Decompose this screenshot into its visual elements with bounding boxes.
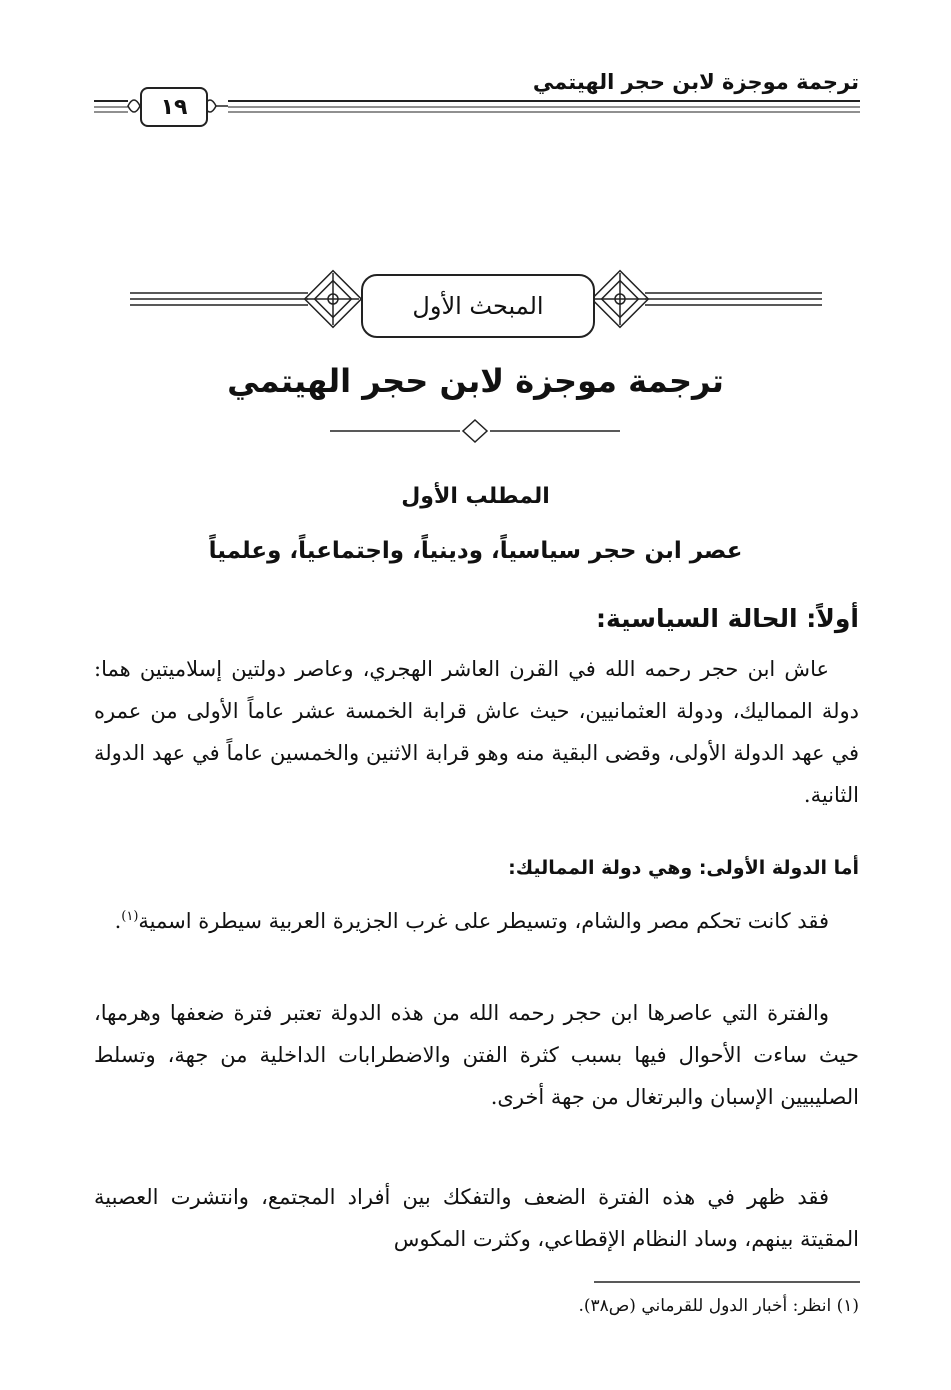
running-header-title: ترجمة موجزة لابن حجر الهيتمي (532, 70, 859, 94)
paragraph-2-text: فقد كانت تحكم مصر والشام، وتسيطر على غرب الجزيرة العربية سيطرة اسمية (138, 909, 829, 933)
section-label: المبحث الأول (412, 292, 544, 320)
section-label-box (361, 274, 595, 338)
page-number: ١٩ (160, 94, 188, 120)
heading-mamluk-state: أما الدولة الأولى: وهي دولة المماليك: (508, 857, 859, 879)
paragraph-2-end: . (114, 909, 122, 933)
footnote-separator (594, 1280, 862, 1284)
heading-political-situation: أولاً: الحالة السياسية: (596, 604, 859, 633)
chapter-title: ترجمة موجزة لابن حجر الهيتمي (227, 362, 724, 400)
sub-section-title: عصر ابن حجر سياسياً، ودينياً، واجتماعياً، وعلمياً (208, 538, 743, 564)
paragraph-4: فقد ظهر في هذه الفترة الضعف والتفكك بين أفراد المجتمع، وانتشرت العصبية المقيتة بينهم، وساد النظام الإقطاعي، وكثرت المكوس (94, 1185, 859, 1251)
paragraph-3: والفترة التي عاصرها ابن حجر رحمه الله من هذه الدولة تعتبر فترة ضعفها وهرمها، حيث ساءت الأحوال فيها بسبب كثرة الفتن والاضطرابات الداخلية من جهة، وتسلط الصليبيين الإسبان والبرتغال من جهة أخرى. (94, 1001, 859, 1109)
sub-section-heading: المطلب الأول (401, 484, 550, 509)
footnote-marker: (١) (121, 909, 139, 924)
page-number-box (140, 87, 208, 127)
paragraph-1: عاش ابن حجر رحمه الله في القرن العاشر الهجري، وعاصر دولتين إسلاميتين هما: دولة المماليك، ودولة العثمانيين، حيث عاش قرابة الخمسة عشر عاماً الأولى من عمره في عهد الدولة الأولى، وقضى البقية منه وهو قرابة الاثنين والخمسين عاماً في عهد الدولة الثانية. (94, 657, 859, 807)
title-divider (320, 418, 630, 444)
paragraph-2 (94, 896, 859, 942)
footnote: (١) انظر: أخبار الدول للقرماني (ص٣٨). (578, 1296, 859, 1316)
